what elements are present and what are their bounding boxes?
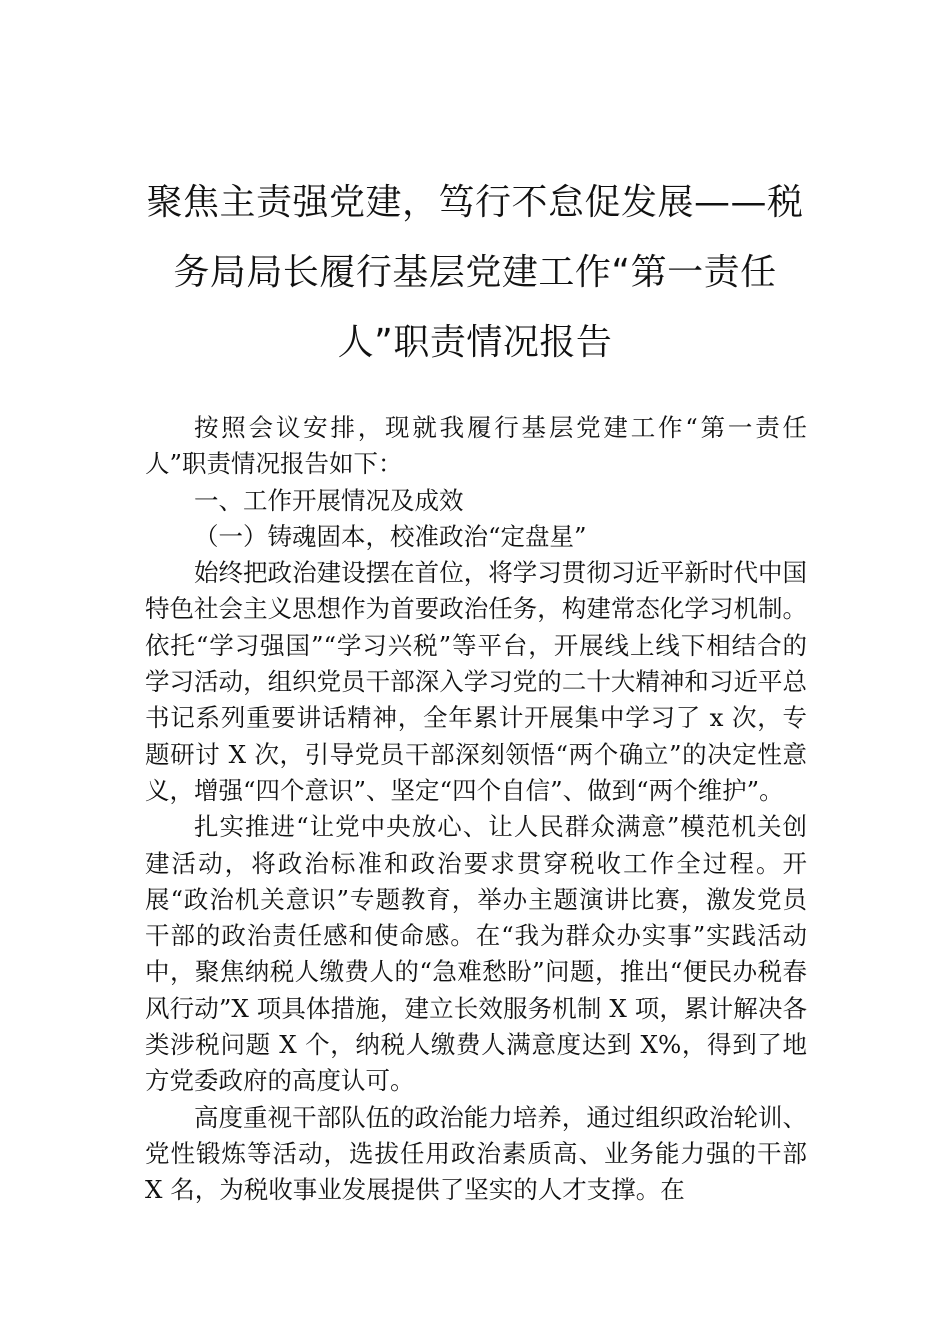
intro-paragraph: 按照会议安排，现就我履行基层党建工作“第一责任人”职责情况报告如下：	[145, 413, 807, 479]
body-paragraph: 扎实推进“让党中央放心、让人民群众满意”模范机关创建活动，将政治标准和政治要求贯穿税收工作全过程。开展“政治机关意识”专题教育，举办主题演讲比赛，激发党员干部的政治责任感和使命感。在“我为群众办实事”实践活动中，聚焦纳税人缴费人的“急难愁盼”问题，推出“便民办税春风行动”X 项具体措施，建立长效服务机制 X 项，累计解决各类涉税问题 X 个，纳税人缴费人满意度达到 X%，得到了地方党委政府的高度认可。	[145, 812, 807, 1096]
section-heading-text: 一、工作开展情况及成效	[194, 485, 464, 515]
body-paragraph: 始终把政治建设摆在首位，将学习贯彻习近平新时代中国特色社会主义思想作为首要政治任务，构建常态化学习机制。依托“学习强国”“学习兴税”等平台，开展线上线下相结合的学习活动，组织党员干部深入学习党的二十大精神和习近平总书记系列重要讲话精神，全年累计开展集中学习了 x 次，专题研讨 X 次，引导党员干部深刻领悟“两个确立”的决定性意义，增强“四个意识”、坚定“四个自信”、做到“两个维护”。	[145, 558, 807, 805]
document-body	[145, 410, 807, 1209]
subsection-heading: （一）铸魂固本，校准政治“定盘星”	[194, 521, 587, 551]
document-title: 聚焦主责强党建，笃行不怠促发展——税务局局长履行基层党建工作“第一责任人”职责情况报告	[146, 182, 804, 363]
section-heading	[145, 483, 807, 519]
body-paragraph: 高度重视干部队伍的政治能力培养，通过组织政治轮训、党性锻炼等活动，选拔任用政治素质高、业务能力强的干部 X 名，为税收事业发展提供了坚实的人才支撑。在	[145, 1102, 807, 1205]
